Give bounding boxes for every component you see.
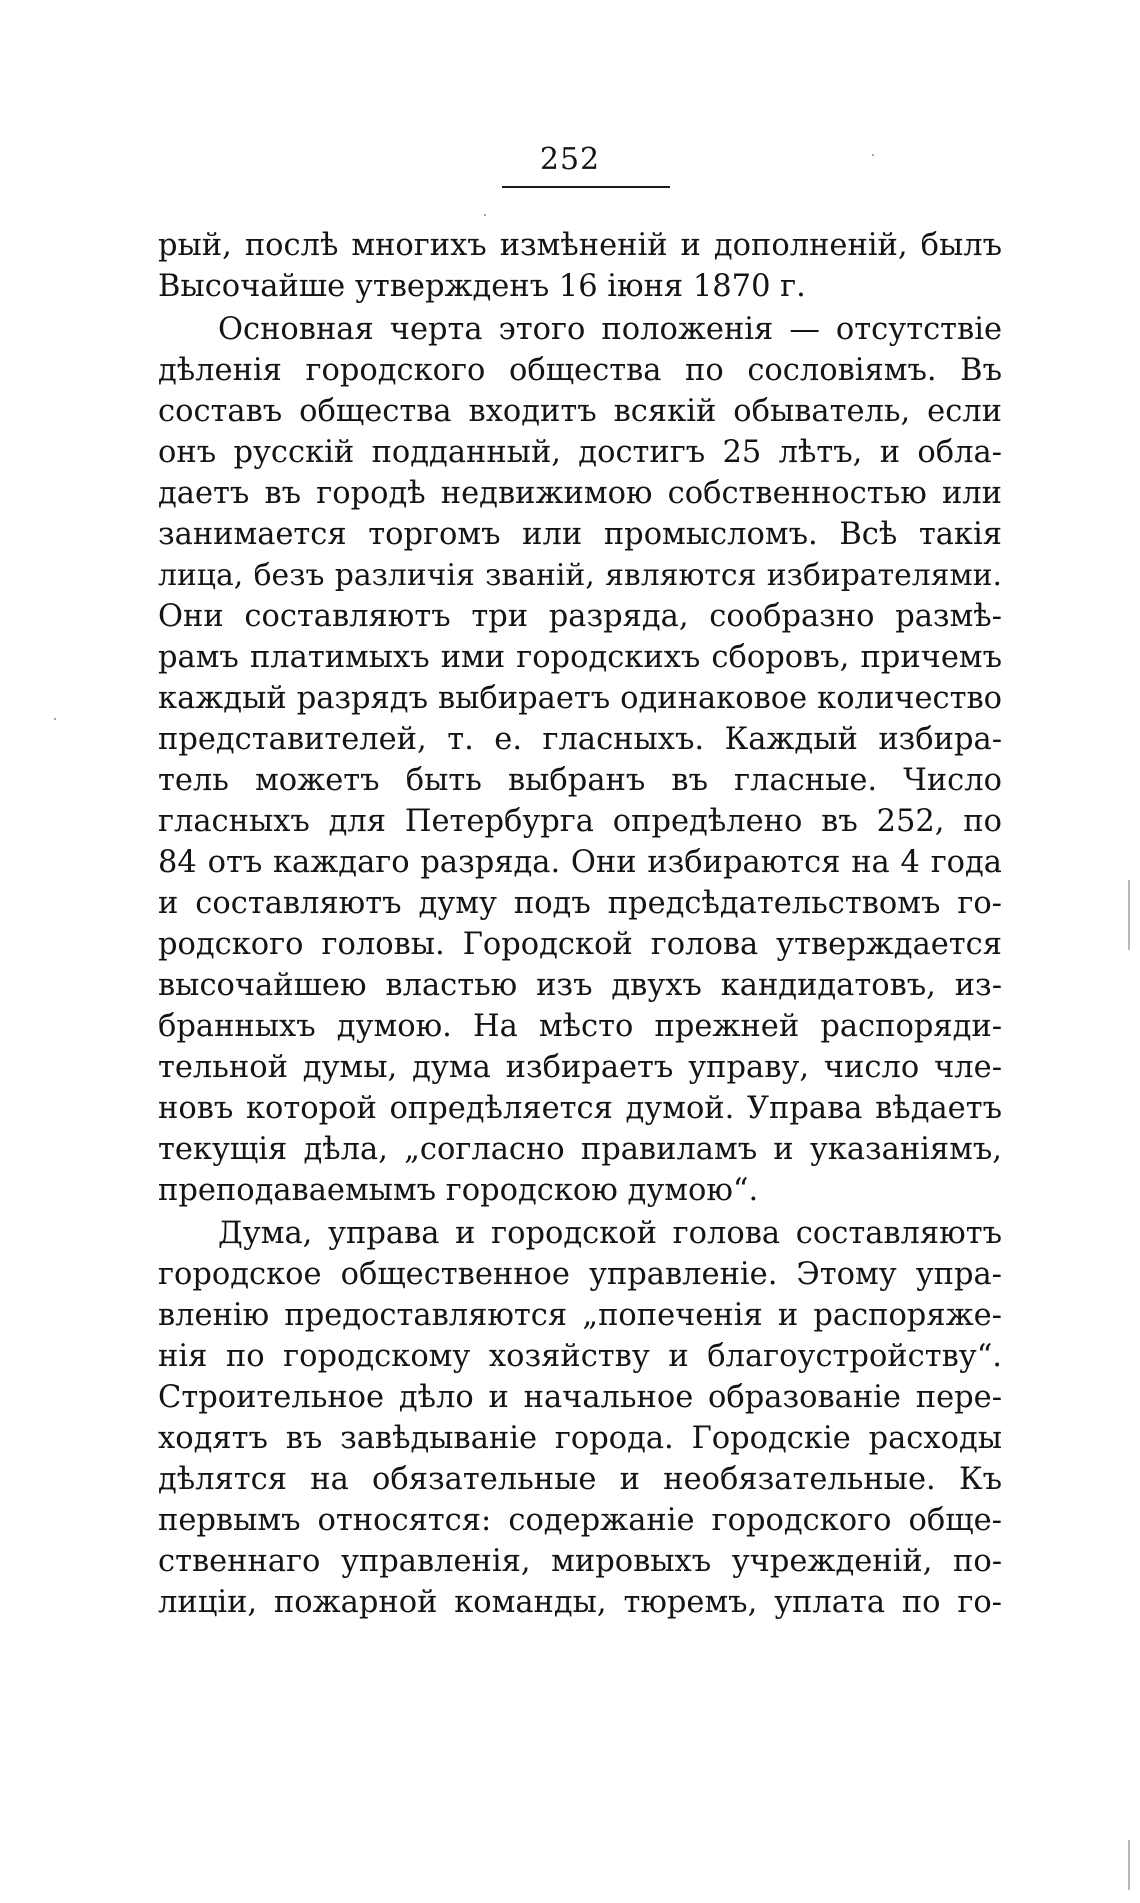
text-line: нія по городскому хозяйству и благоустройству“. xyxy=(158,1339,1002,1374)
text-line: Высочайше утвержденъ 16 іюня 1870 г. xyxy=(158,269,806,304)
text-line: рый, послѣ многихъ измѣненій и дополненій, былъ xyxy=(158,228,1002,263)
scan-speck xyxy=(54,718,56,720)
text-line: преподаваемымъ городскою думою“. xyxy=(158,1173,759,1208)
text-line: составъ общества входитъ всякій обыватель, если xyxy=(158,394,1002,429)
text-line: высочайшею властью изъ двухъ кандидатовъ, из- xyxy=(158,968,1002,1003)
text-line: бранныхъ думою. На мѣсто прежней распоряди- xyxy=(158,1009,1002,1044)
text-line: ственнаго управленія, мировыхъ учрежденій, по- xyxy=(158,1544,1002,1579)
text-line: гласныхъ для Петербурга опредѣлено въ 252, по xyxy=(158,804,1002,839)
scan-edge-mark xyxy=(1128,1840,1130,1890)
text-line: первымъ относятся: содержаніе городского обще- xyxy=(158,1503,1002,1538)
paragraph xyxy=(158,309,1002,1211)
text-line: Дума, управа и городской голова составляютъ xyxy=(218,1216,1002,1251)
text-line: 84 отъ каждаго разряда. Они избираются на 4 года xyxy=(158,845,1002,880)
text-line: Строительное дѣло и начальное образованіе пере- xyxy=(158,1380,1002,1415)
text-line: тельной думы, дума избираетъ управу, число чле- xyxy=(158,1050,1002,1085)
paragraph xyxy=(158,1213,1002,1623)
scan-edge-mark xyxy=(1128,880,1130,950)
text-line: представителей, т. е. гласныхъ. Каждый избира- xyxy=(158,722,1002,757)
page-number: 252 xyxy=(539,142,601,177)
text-line: Они составляютъ три разряда, сообразно размѣ- xyxy=(158,599,1002,634)
text-line: ходятъ въ завѣдываніе города. Городскіе расходы xyxy=(158,1421,1002,1456)
scan-speck xyxy=(872,154,874,156)
text-line: Основная черта этого положенія — отсутствіе xyxy=(218,312,1002,347)
text-line: занимается торгомъ или промысломъ. Всѣ такія xyxy=(158,517,1002,552)
text-line: лиціи, пожарной команды, тюремъ, уплата по го- xyxy=(158,1585,1002,1620)
text-line: дѣлятся на обязательные и необязательные. Къ xyxy=(158,1462,1002,1497)
text-line: лица, безъ различія званій, являются избирателями. xyxy=(158,558,1002,593)
text-line: городское общественное управленіе. Этому упра- xyxy=(158,1257,1002,1292)
text-line: новъ которой опредѣляется думой. Управа вѣдаетъ xyxy=(158,1091,1002,1126)
text-line: родского головы. Городской голова утверждается xyxy=(158,927,1002,962)
text-line: дѣленія городского общества по сословіямъ. Въ xyxy=(158,353,1002,388)
text-line: и составляютъ думу подъ предсѣдательствомъ го- xyxy=(158,886,1002,921)
header-rule xyxy=(502,186,670,188)
scan-speck xyxy=(484,214,486,216)
paragraph xyxy=(158,225,1002,307)
text-line: текущія дѣла, „согласно правиламъ и указаніямъ, xyxy=(158,1132,1002,1167)
text-line: каждый разрядъ выбираетъ одинаковое количество xyxy=(158,681,1002,716)
text-line: рамъ платимыхъ ими городскихъ сборовъ, причемъ xyxy=(158,640,1002,675)
text-line: вленію предоставляются „попеченія и распоряже- xyxy=(158,1298,1002,1333)
body-text xyxy=(158,225,1002,1623)
text-line: тель можетъ быть выбранъ въ гласные. Число xyxy=(158,763,1002,798)
text-line: даетъ въ городѣ недвижимою собственностью или xyxy=(158,476,1002,511)
text-line: онъ русскій подданный, достигъ 25 лѣтъ, и обла- xyxy=(158,435,1002,470)
